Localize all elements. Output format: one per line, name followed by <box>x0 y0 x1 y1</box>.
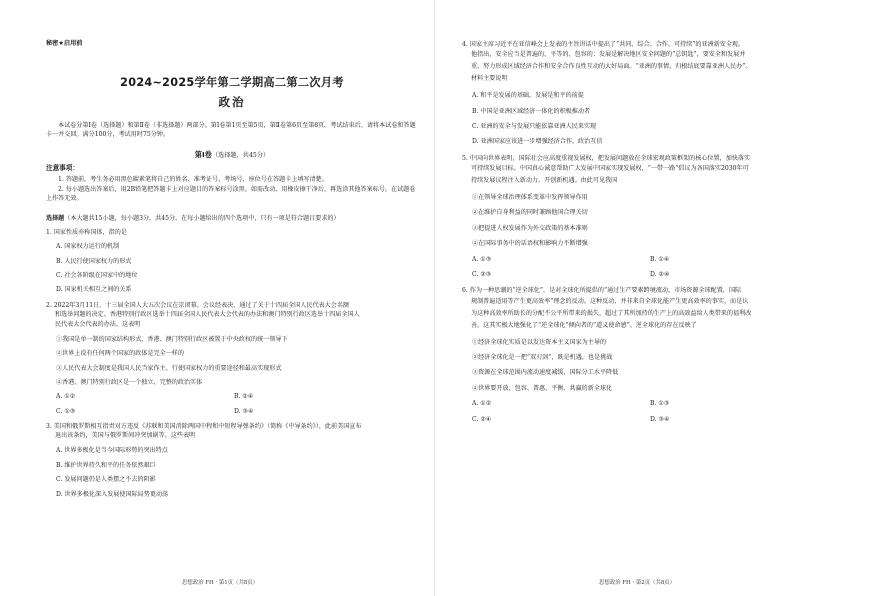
question-stem: 4. 国家主席习近平在亚信峰会上发表的主旨讲话中提出了“共同、综合、合作、可持续”的亚洲新安全观。 <box>462 41 745 48</box>
question-stem-continued: 持续发展议程注入新动力，开创新机遇。由此可见我国 <box>471 177 618 184</box>
option-d: D. 亚洲国家应该进一步增强经济合作，政治互信 <box>472 138 603 146</box>
page-2-column <box>462 40 846 424</box>
option-a: A. 世界多极化是当今国际形势的突出特点 <box>56 447 168 455</box>
option-row <box>46 408 418 416</box>
option-b: B. ②④ <box>234 393 254 401</box>
question-stem-continued: 规制普遍适用等产生更高效率”理念的反动。这种反动，并非来自全球化能产生更高效率的事实，而是认 <box>471 297 749 305</box>
section-1-subtitle: （选择题，共45分） <box>211 151 270 159</box>
statement: ③资源在全球范围内流动速度减缓，国际分工水平降低 <box>472 369 619 377</box>
question-stem-continued: 民代表大会代表的办法。这表明 <box>55 320 141 328</box>
question-stem-continued: 和选举问题的决定、香港特别行政区选举十四届全国人民代表大会代表的办法和澳门特别行政区选举十四届全国人 <box>55 311 360 319</box>
page-footer: 思想政治 FH · 第2页（共8页） <box>599 580 676 586</box>
option-a: A. ①③ <box>472 255 492 263</box>
question-5 <box>462 154 846 280</box>
option-c: C. 亚洲的安全与发展只能依靠亚洲人民来实现 <box>472 123 597 131</box>
option-a: A. 和平是发展的基础，发展是和平的前提 <box>472 92 584 100</box>
question-stem-continued: 重，努力形成区域经济合作和安全合作良性互动的大好局面。“亚洲的事情，归根结底要靠亚洲人民办”。 <box>471 63 752 71</box>
question-stem: 1. 国家性质亦称国体，指的是 <box>46 228 127 236</box>
option-row <box>462 400 846 408</box>
option-d: D. ③④ <box>234 407 254 415</box>
notes-heading: 注意事项： <box>46 164 79 173</box>
statement: ①经济全球化实质是以发达资本主义国家为主导的 <box>472 338 607 346</box>
section-1-title: 第Ⅰ卷 <box>194 149 212 159</box>
statement: ②经济全球化是一把“双刃剑”，既是机遇，也是挑战 <box>472 353 613 361</box>
statement: ④在国际事务中的话语权和影响力不断增强 <box>472 240 588 248</box>
option-c: C. 社会各阶级在国家中的地位 <box>56 272 138 279</box>
statement: ②世界上没有任何两个国家的政体是完全一样的 <box>56 350 184 358</box>
option-c: C. ②④ <box>472 415 492 423</box>
question-stem-continued: 退出该条约，美国与俄罗斯间冲突加剧等。这些表明 <box>55 432 196 440</box>
page-2 <box>435 0 870 596</box>
question-6 <box>462 286 846 424</box>
option-d: D. 世界多极化深入发展使国际局势更动荡 <box>56 490 169 498</box>
option-d: D. ②④ <box>650 271 670 279</box>
option-c: C. 发展问题仍是人类摆之不去的阴影 <box>56 476 156 484</box>
option-row <box>462 271 846 279</box>
question-stem-continued: 可持续发展目标。中国真心诚意帮助广大发展中国家实现发展权，“一带一路”倡议为各国落实2030年可 <box>471 165 749 173</box>
question-1 <box>46 228 418 295</box>
option-b: B. ①③ <box>650 400 670 408</box>
option-a: A. ①② <box>472 400 492 408</box>
statement: ③把提进人权发展作为外交政策的基本准则 <box>472 224 588 232</box>
option-b: B. 维护世界持久和平的任务依然艰巨 <box>56 461 156 469</box>
question-stem: 5. 中国向世界表明，国际社会应高度重视发展权，把发展问题放在全球宏观政策框架的核心位置，加快落实 <box>462 154 751 162</box>
option-a: A. ①② <box>56 393 76 401</box>
statement: ③人民代表大会制度是我国人民当家作主、行使国家权力的重要途径和最高实现形式 <box>56 364 282 372</box>
option-c: C. ①③ <box>56 407 76 415</box>
question-stem-continued: 善。这其实极大地强化了“逆全球化”倾向者的“道义使命感”。逆全球化的存在反映了 <box>471 321 697 329</box>
option-b: B. 中国是亚洲区域经济一体化的积极推动者 <box>472 107 591 115</box>
note-item: 2. 每小题选出答案后，用2B铅笔把答题卡上对应题目的答案标号涂黑。如需改动，用橡皮擦干净后，再选涂其他答案标号。在试题卷上作答无效。 <box>46 185 416 202</box>
option-row <box>462 256 846 264</box>
question-stem: 3. 美国和俄罗斯相互指责对方违反《苏联和美国消除两国中程和中短程导弹条约》（简称《中导条约》），此前美国宣布 <box>46 423 362 430</box>
page-footer: 思想政治 FH · 第1页（共8页） <box>182 580 259 586</box>
selection-instructions <box>46 214 418 223</box>
exam-intro: 本试卷分第Ⅰ卷（选择题）和第Ⅱ卷（非选择题）两部分。第Ⅰ卷第1页至第5页，第Ⅱ卷第6页至第8页。考试结束后，请将本试卷和答题卡一并交回。满分100分，考试用时75分钟。 <box>46 121 416 139</box>
statement: ④世界要开放、包容、普惠、平衡、共赢的新全球化 <box>472 384 613 392</box>
statement: ④香港、澳门特别行政区是一个独立、完整的政治实体 <box>56 378 203 386</box>
question-stem: 2. 2022年3月11日，十三届全国人大五次会议在京闭幕。会议经表决，通过了关于十四届全国人民代表大会名额 <box>46 301 350 309</box>
option-b: B. 人民行使国家权力的形式 <box>56 257 132 265</box>
question-3 <box>46 422 418 499</box>
question-stem: 6. 作为一种思潮的“逆全球化”，是对全球化所提倡的“通过生产要素跨境流动、市场资源全球配置，国际 <box>462 287 742 295</box>
secret-label: 秘密★启用前 <box>46 40 83 47</box>
option-c: C. ②③ <box>472 271 492 279</box>
page-1-column <box>46 40 418 499</box>
question-stem-continued: 材料主要说明 <box>471 75 508 83</box>
option-b: B. ①④ <box>650 255 670 263</box>
exam-title: 2024~2025学年第二学期高二第二次月考 <box>120 76 344 90</box>
statement: ①我国是单一制的国家结构形式，香港、澳门特别行政区被置于中央政权的统一领导下 <box>56 335 288 343</box>
selection-label: 选择题 <box>46 215 65 223</box>
question-stem-continued: 他指出，安全应当是普遍的、平等的、包容的；发展是解决地区安全问题的“总钥匙”，要安全和发展并 <box>471 51 746 59</box>
statement: ①在领导全球治理体系变革中发挥领导作用 <box>472 194 588 202</box>
question-4 <box>462 40 846 147</box>
option-a: A. 国家权力运行的机制 <box>56 243 120 251</box>
option-row <box>46 393 418 401</box>
question-2 <box>46 301 418 416</box>
exam-subject: 政治 <box>218 95 246 110</box>
option-d: D. 国家机关相互之间的关系 <box>56 286 132 294</box>
selection-text: （本大题共15小题，每小题3分，共45分。在每小题给出的四个选项中，只有一项是符合题目要求的） <box>64 215 340 223</box>
option-d: D. ③④ <box>650 415 670 423</box>
statement: ②在维护自身利益的同时兼顾他国合理关切 <box>472 209 588 217</box>
note-item: 1. 答题前，考生务必用黑色碳素笔将自己的姓名、准考证号、考场号、座位号在答题卡上填写清楚。 <box>58 176 328 184</box>
section-1-heading <box>46 150 418 160</box>
option-row <box>462 416 846 424</box>
question-stem-continued: 为这种高效率所助长的分配不公平所带来的损失，超过了其所加持的生产上的高效益给人类带来的福利改 <box>471 309 752 317</box>
